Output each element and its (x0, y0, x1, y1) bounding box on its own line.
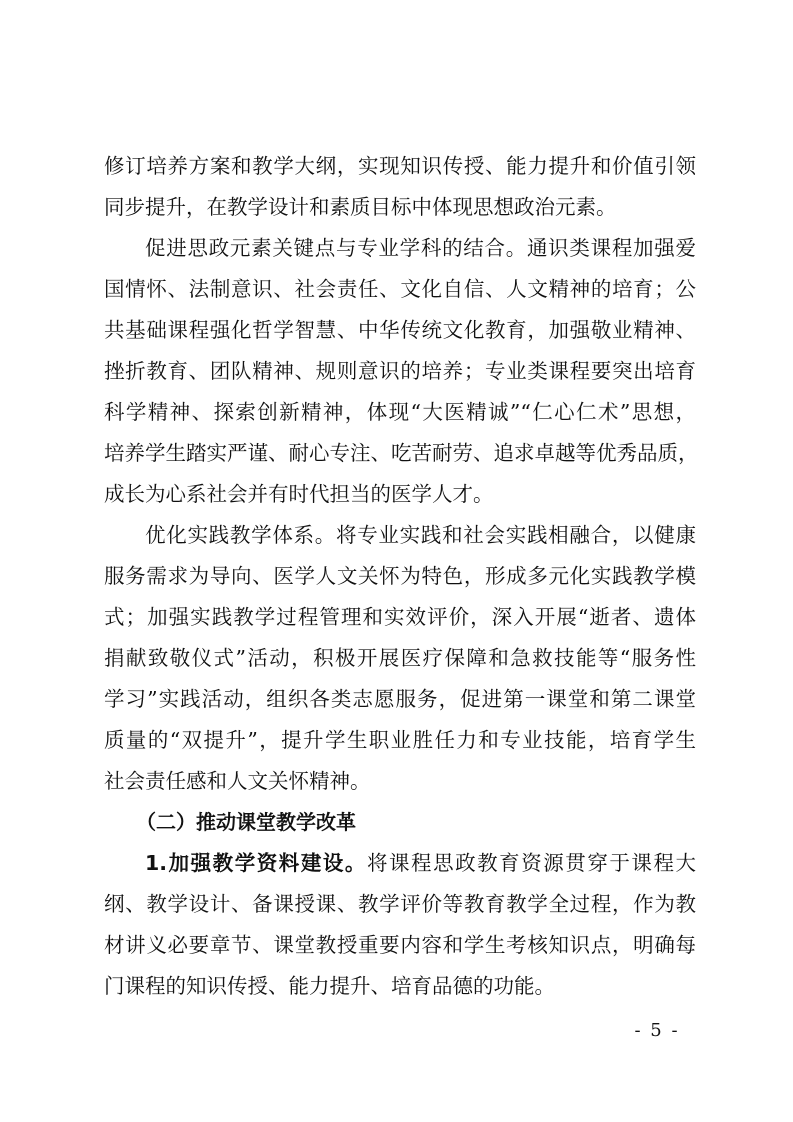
text-line: 修订培养方案和教学大纲，实现知识传授、能力提升和价值引领 (104, 154, 696, 178)
text-line: 优化实践教学体系。将专业实践和社会实践相融合，以健康 (145, 523, 696, 547)
subsection-lead: 1.加强教学资料建设。 (145, 851, 367, 875)
text-line: 同步提升，在教学设计和素质目标中体现思想政治元素。 (104, 195, 617, 219)
text-line: 服务需求为导向、医学人文关怀为特色，形成多元化实践教学模 (104, 564, 696, 588)
paragraph-teaching-materials (104, 843, 696, 1007)
paragraph-practice-system (104, 515, 696, 802)
text-line: 科学精神、探索创新精神，体现“大医精诚”“仁心仁术”思想， (104, 400, 696, 424)
document-body (104, 146, 699, 1007)
text-line: 国情怀、法制意识、社会责任、文化自信、人文精神的培育；公 (104, 277, 696, 301)
page-number: - 5 - (634, 1020, 680, 1041)
text-line: 共基础课程强化哲学智慧、中华传统文化教育，加强敬业精神、 (104, 318, 696, 342)
text-line: 门课程的知识传授、能力提升、培育品德的功能。 (104, 974, 555, 998)
text-line: 式；加强实践教学过程管理和实效评价，深入开展“逝者、遗体 (104, 605, 696, 629)
text-line: 材讲义必要章节、课堂教授重要内容和学生考核知识点，明确每 (104, 933, 696, 957)
text-line: 纲、教学设计、备课授课、教学评价等教育教学全过程，作为教 (104, 892, 696, 916)
text-line: 社会责任感和人文关怀精神。 (104, 769, 371, 793)
paragraph-ideological-elements (104, 228, 699, 515)
text-line: 质量的“双提升”，提升学生职业胜任力和专业技能，培育学生 (104, 728, 696, 752)
text-line: 挫折教育、团队精神、规则意识的培养；专业类课程要突出培育 (104, 359, 696, 383)
text-line (104, 843, 696, 884)
text-line: 学习”实践活动，组织各类志愿服务，促进第一课堂和第二课堂 (104, 687, 696, 711)
text-line: 培养学生踏实严谨、耐心专注、吃苦耐劳、追求卓越等优秀品质， (104, 441, 699, 465)
text-line: 捐献致敬仪式”活动，积极开展医疗保障和急救技能等“服务性 (104, 646, 696, 670)
text-line: 促进思政元素关键点与专业学科的结合。通识类课程加强爱 (145, 236, 696, 260)
text-line: 成长为心系社会并有时代担当的医学人才。 (104, 482, 494, 506)
paragraph-curriculum-revision (104, 146, 696, 228)
section-heading: （二）推动课堂教学改革 (136, 810, 356, 834)
subsection-lead-rest: 将课程思政教育资源贯穿于课程大 (366, 851, 696, 875)
